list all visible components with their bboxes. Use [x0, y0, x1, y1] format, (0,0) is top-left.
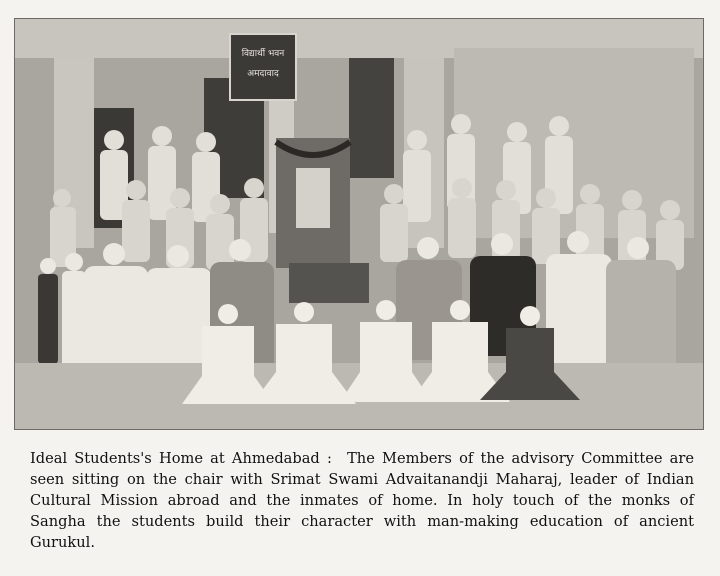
group-photograph: [14, 18, 704, 430]
photo-caption: [30, 448, 694, 553]
caption-text: The Members of the advisory Committee are seen sitting on the chair with Srimat Swami Advaitanandji Maharaj, leader of Indian Cultural Mission abroad and the inmates of home. In holy touch of the monks of Sangha the students build their character with man-making education of ancient Gurukul.: [30, 450, 694, 551]
sign-board-line-1: विद्यार्थी भवन: [241, 49, 285, 59]
sign-board-line-2: अमदावाद: [247, 69, 279, 79]
caption-heading: Ideal Students's Home at Ahmedabad :: [30, 450, 332, 467]
photograph-illustration: [14, 18, 704, 430]
